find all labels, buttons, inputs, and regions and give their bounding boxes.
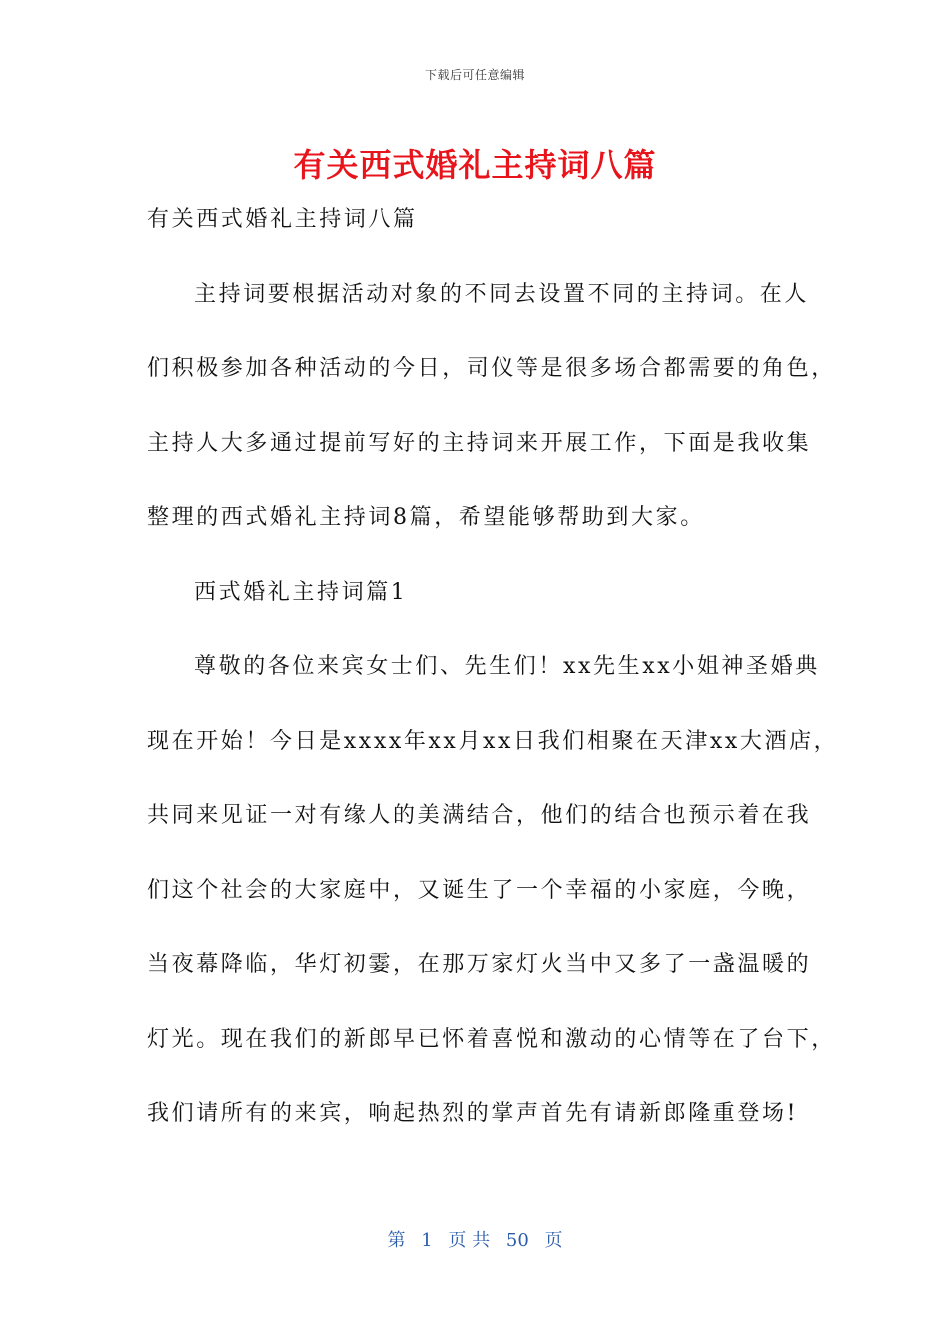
body-line: 有关西式婚礼主持词八篇	[147, 207, 418, 232]
body-line: 们这个社会的大家庭中，又诞生了一个幸福的小家庭，今晚，	[147, 877, 812, 903]
body-line: 现在开始！今日是xxxx年xx月xx日我们相聚在天津xx大酒店，	[147, 728, 839, 754]
document-body	[147, 196, 839, 1165]
body-line: 主持词要根据活动对象的不同去设置不同的主持词。在人	[194, 281, 810, 307]
footer-prefix: 第	[387, 1230, 406, 1251]
body-line: 灯光。现在我们的新郎早已怀着喜悦和激动的心情等在了台下，	[147, 1026, 836, 1052]
header-note: 下载后可任意编辑	[424, 68, 525, 82]
body-line: 我们请所有的来宾，响起热烈的掌声首先有请新郎隆重登场!	[147, 1101, 799, 1126]
body-line: 共同来见证一对有缘人的美满结合，他们的结合也预示着在我	[147, 803, 812, 828]
body-line: 尊敬的各位来宾女士们、先生们！xx先生xx小姐神圣婚典	[194, 654, 820, 679]
body-line: 们积极参加各种活动的今日，司仪等是很多场合都需要的角色，	[147, 356, 836, 381]
body-line: 当夜幕降临，华灯初霎，在那万家灯火当中又多了一盏温暖的	[147, 952, 812, 977]
body-line: 主持人大多通过提前写好的主持词来开展工作，下面是我收集	[147, 430, 812, 456]
footer-suffix: 页	[544, 1230, 563, 1251]
document-title: 有关西式婚礼主持词八篇	[293, 146, 657, 184]
section-heading: 西式婚礼主持词篇1	[194, 579, 408, 605]
page-footer	[0, 1226, 950, 1252]
footer-middle: 页 共	[448, 1230, 491, 1251]
current-page-number: 1	[421, 1230, 433, 1251]
body-line: 整理的西式婚礼主持词8篇，希望能够帮助到大家。	[147, 505, 705, 530]
total-page-count: 50	[505, 1230, 529, 1251]
